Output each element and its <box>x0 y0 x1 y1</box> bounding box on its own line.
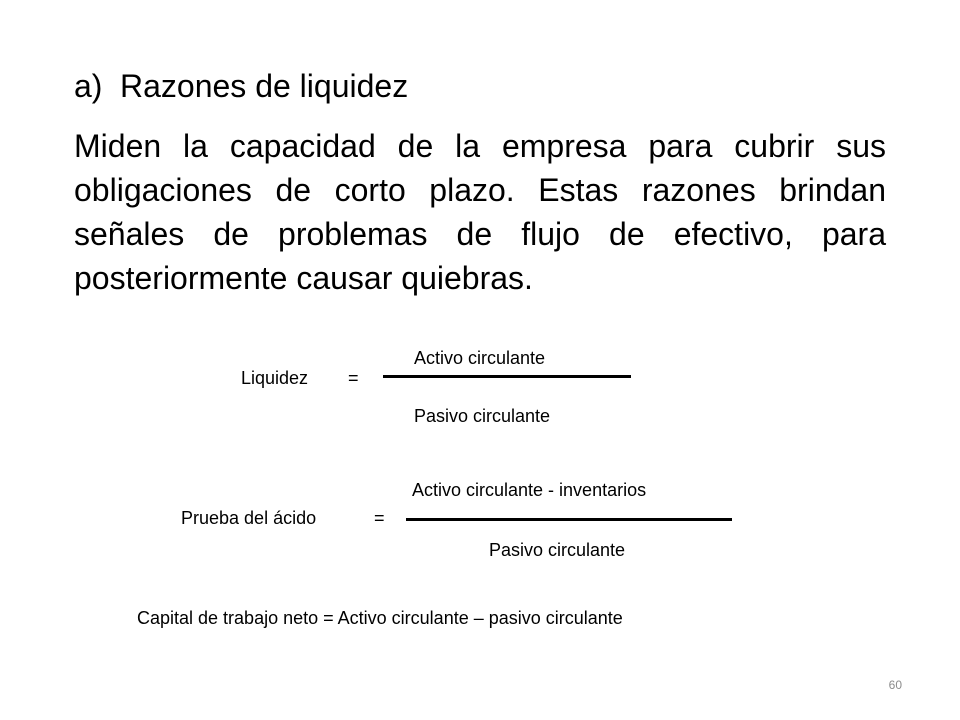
liquidez-fraction-bar <box>383 375 631 378</box>
liquidez-denominator: Pasivo circulante <box>414 406 551 426</box>
heading-list-marker: a) <box>74 68 103 104</box>
prueba-acido-fraction-bar <box>406 518 732 521</box>
body-paragraph: Miden la capacidad de la empresa para cubrir sus obligaciones de corto plazo. Estas razones brindan señales de problemas de flujo de efectivo, para posteriormente causar quiebras. <box>74 128 886 296</box>
capital-trabajo-label: Capital de trabajo neto <box>137 608 319 628</box>
prueba-acido-denominator: Pasivo circulante <box>489 540 626 560</box>
liquidez-label: Liquidez <box>241 368 309 388</box>
capital-trabajo-expression: = Activo circulante – pasivo circulante <box>323 608 623 628</box>
prueba-acido-equals: = <box>374 508 385 528</box>
liquidez-numerator: Activo circulante <box>414 348 546 368</box>
prueba-acido-label: Prueba del ácido <box>181 508 317 528</box>
heading-title: Razones de liquidez <box>120 68 409 104</box>
slide-heading <box>74 66 408 106</box>
capital-trabajo-formula <box>137 607 623 629</box>
page-number: 60 <box>888 678 902 692</box>
liquidez-equals: = <box>348 368 359 388</box>
prueba-acido-numerator: Activo circulante - inventarios <box>412 480 647 500</box>
